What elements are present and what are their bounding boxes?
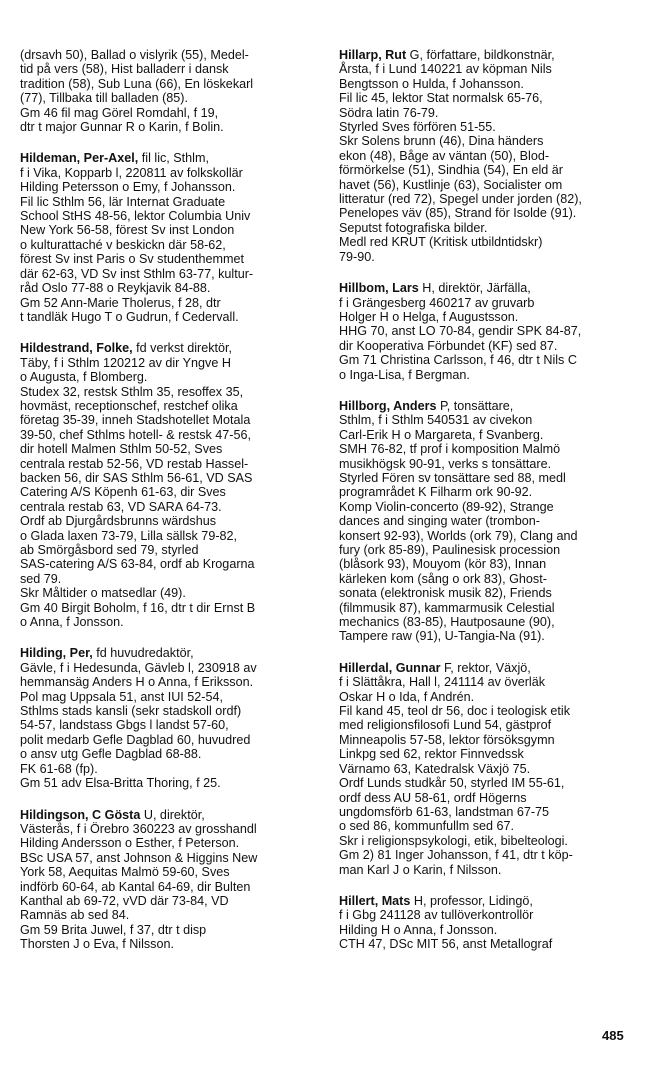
entry-text-line: Carl-Erik H o Margareta, f Svanberg. xyxy=(339,427,544,442)
entry-text-line: o kulturattaché v beskickn där 58-62, xyxy=(20,237,226,252)
entry-text-line: Pol mag Uppsala 51, anst IUI 52-54, xyxy=(20,689,224,704)
entry-heading-text: U, direktör, xyxy=(140,807,205,822)
entry-text-line: Sthlm, f i Sthlm 540531 av civekon xyxy=(339,413,533,428)
biography-entry xyxy=(20,341,320,629)
person-name: Hillbom, Lars xyxy=(339,281,419,296)
entry-text-line: där 62-63, VD Sv inst Sthlm 63-77, kultur- xyxy=(20,266,254,281)
entry-text-line: polit medarb Gefle Dagblad 60, huvudred xyxy=(20,732,251,747)
person-name: Hillerdal, Gunnar xyxy=(339,660,441,675)
entry-text-line: ab Smörgåsbord sed 79, styrled xyxy=(20,543,199,557)
entry-text-line: Skr Solens brunn (46), Dina händers xyxy=(339,134,544,149)
entry-text-line: mechanics (83-85), Hautposaune (90), xyxy=(339,615,555,630)
entry-text-line: New York 56-58, förest Sv inst London xyxy=(20,223,235,238)
entry-text-line: Fil lic Sthlm 56, lär Internat Graduate xyxy=(20,194,226,209)
entry-text-line: o Augusta, f Blomberg. xyxy=(20,370,148,385)
entry-text-line: (77), Tillbaka till balladen (85). xyxy=(20,91,188,106)
biography-entry xyxy=(20,48,320,134)
biography-entry xyxy=(20,808,320,952)
entry-text-line: (filmmusik 87), kammarmusik Celestial xyxy=(339,600,555,615)
entry-text-line: Hilding Andersson o Esther, f Peterson. xyxy=(20,836,240,851)
entry-text-line: Medl red KRUT (Kritisk utbildntidskr) xyxy=(339,235,543,250)
entry-heading-line xyxy=(339,399,639,413)
entry-text-line: (blåsork 93), Mouyom (kör 83), Innan xyxy=(339,557,547,572)
entry-heading-text: fd huvudredaktör, xyxy=(92,646,194,661)
entry-text-line: Fil lic 45, lektor Stat normalsk 65-76, xyxy=(339,91,543,106)
entry-text-line: Komp Violin-concerto (89-92), Strange xyxy=(339,499,554,514)
entry-text-line: Västerås, f i Örebro 360223 av grosshandl xyxy=(20,821,257,836)
entry-text-line: havet (56), Kustlinje (63), Socialister om xyxy=(339,177,563,192)
entry-text-line: 39-50, chef Sthlms hotell- & restsk 47-56, xyxy=(20,427,251,442)
person-name: Hillert, Mats xyxy=(339,893,411,908)
entry-text-line: Gm 52 Ann-Marie Tholerus, f 28, dtr xyxy=(20,295,221,310)
person-name: Hillarp, Rut xyxy=(339,48,407,62)
biography-entry xyxy=(339,281,639,382)
entry-text-line: Gm 59 Brita Juwel, f 37, dtr t disp xyxy=(20,922,207,937)
entry-text-line: Gm 46 fil mag Görel Romdahl, f 19, xyxy=(20,105,219,120)
entry-text-line: o sed 86, kommunfullm sed 67. xyxy=(339,819,515,834)
entry-text-line: Studex 32, restsk Sthlm 35, resoffex 35, xyxy=(20,384,244,399)
entry-text-line: Ramnäs ab sed 84. xyxy=(20,908,130,923)
entry-text-line: Bengtsson o Hulda, f Johansson. xyxy=(339,76,524,91)
entry-text-line: f i Vika, Kopparb l, 220811 av folkskollär xyxy=(20,165,243,180)
entry-text-line: f i Grängesberg 460217 av gruvarb xyxy=(339,295,535,310)
entry-text-line: dir Kooperativa Förbundet (KF) sed 87. xyxy=(339,338,558,353)
entry-text-line: Oskar H o Ida, f Andrén. xyxy=(339,689,475,704)
entry-text-line: Gm 40 Birgit Boholm, f 16, dtr t dir Ernst B xyxy=(20,600,256,615)
entry-text-line: man Karl J o Karin, f Nilsson. xyxy=(339,862,502,877)
entry-text-line: musikhögsk 90-91, verks s tonsättare. xyxy=(339,456,552,471)
left-column xyxy=(20,48,320,969)
entry-text-line: Ordf ab Djurgårdsbrunns wärdshus xyxy=(20,514,216,529)
entry-heading-text: P, tonsättare, xyxy=(436,398,514,413)
right-column xyxy=(339,48,639,969)
entry-text-line: School StHS 48-56, lektor Columbia Univ xyxy=(20,209,251,224)
entry-text-line: FK 61-68 (fp). xyxy=(20,761,98,776)
entry-text-line: f i Gbg 241128 av tullöverkontrollör xyxy=(339,908,534,923)
entry-text-line: Gm 2) 81 Inger Johansson, f 41, dtr t köp- xyxy=(339,848,573,863)
entry-text-line: Södra latin 76-79. xyxy=(339,105,439,120)
person-name: Hildestrand, Folke, xyxy=(20,341,133,356)
entry-text-line: Fil kand 45, teol dr 56, doc i teologisk etik xyxy=(339,704,571,719)
entry-text-line: (drsavh 50), Ballad o vislyrik (55), Medel- xyxy=(20,48,249,62)
entry-text-line: ungdomsförb 61-63, landstman 67-75 xyxy=(339,804,550,819)
entry-text-line: kärleken kom (sång o ork 83), Ghost- xyxy=(339,571,547,586)
entry-text-line: 79-90. xyxy=(339,249,375,264)
entry-heading-text: G, författare, bildkonstnär, xyxy=(406,48,555,62)
entry-text-line: Skr Måltider o matsedlar (49). xyxy=(20,586,186,601)
biography-entry xyxy=(20,151,320,324)
entry-text-line: indförb 60-64, ab Kantal 64-69, dir Bulten xyxy=(20,879,251,894)
entry-text-line: tradition (58), Sub Luna (66), En löskekarl xyxy=(20,76,254,91)
entry-text-line: 54-57, landstass Gbgs l landst 57-60, xyxy=(20,718,229,733)
entry-text-line: med religionsfilosofi Lund 54, gästprof xyxy=(339,718,552,733)
entry-text-line: sed 79. xyxy=(20,571,62,586)
entry-text-line: HHG 70, anst LO 70-84, gendir SPK 84-87, xyxy=(339,324,582,339)
entry-text-line: BSc USA 57, anst Johnson & Higgins New xyxy=(20,850,258,865)
entry-heading-line xyxy=(20,151,320,165)
entry-text-line: Ordf Lunds studkår 50, styrled IM 55-61, xyxy=(339,776,565,791)
entry-text-line: Tampere raw (91), U-Tangia-Na (91). xyxy=(339,629,545,644)
entry-text-line: Kanthal ab 69-72, vVD där 73-84, VD xyxy=(20,893,229,908)
entry-text-line: dtr t major Gunnar R o Karin, f Bolin. xyxy=(20,120,224,135)
entry-heading-line xyxy=(339,894,639,908)
entry-text-line: Gm 71 Christina Carlsson, f 46, dtr t Nils C xyxy=(339,353,577,368)
entry-text-line: centrala restab 52-56, VD restab Hassel- xyxy=(20,456,249,471)
entry-text-line: CTH 47, DSc MIT 56, anst Metallograf xyxy=(339,937,553,952)
entry-text-line: Årsta, f i Lund 140221 av köpman Nils xyxy=(339,62,552,77)
entry-text-line: förmörkelse (51), Sindhia (54), En eld är xyxy=(339,163,563,178)
entry-text-line: Styrled Fören sv tonsättare sed 88, medl xyxy=(339,470,566,485)
entry-text-line: dir hotell Malmen Sthlm 50-52, Sves xyxy=(20,442,223,457)
entry-heading-line xyxy=(20,808,320,822)
entry-text-line: sonata (elektronisk musik 82), Friends xyxy=(339,586,552,601)
person-name: Hilding, Per, xyxy=(20,646,93,661)
entry-text-line: Sthlms stads kansli (sekr stadskoll ordf) xyxy=(20,704,242,719)
entry-text-line: råd Oslo 77-88 o Reykjavik 84-88. xyxy=(20,281,211,296)
entry-text-line: konsert 92-93), Worlds (ork 79), Clang and xyxy=(339,528,578,543)
entry-text-line: Skr i religionspsykologi, etik, bibelteologi. xyxy=(339,833,568,848)
entry-text-line: ekon (48), Båge av väntan (50), Blod- xyxy=(339,148,550,163)
entry-heading-text: F, rektor, Växjö, xyxy=(440,660,531,675)
entry-text-line: o Inga-Lisa, f Bergman. xyxy=(339,367,470,382)
entry-text-line: programrådet K Filharm ork 90-92. xyxy=(339,485,533,500)
entry-text-line: fury (ork 85-89), Paulinesisk procession xyxy=(339,543,561,557)
entry-text-line: Penelopes väv (85), Strand för Isolde (91). xyxy=(339,206,577,221)
entry-text-line: Täby, f i Sthlm 120212 av dir Yngve H xyxy=(20,355,231,370)
entry-text-line: Holger H o Helga, f Augustsson. xyxy=(339,309,519,324)
entry-text-line: Hilding H o Anna, f Jonsson. xyxy=(339,922,498,937)
entry-text-line: f i Slättåkra, Hall l, 241114 av överläk xyxy=(339,675,546,690)
biography-entry xyxy=(339,48,639,264)
entry-text-line: Linkpg sed 62, rektor Finnvedssk xyxy=(339,747,524,762)
entry-text-line: dances and singing water (trombon- xyxy=(339,514,540,529)
entry-text-line: hovmäst, receptionschef, restchef olika xyxy=(20,398,238,413)
entry-text-line: Hilding Petersson o Emy, f Johansson. xyxy=(20,180,236,195)
entry-text-line: Catering A/S Köpenh 61-63, dir Sves xyxy=(20,485,226,500)
entry-heading-text: fil lic, Sthlm, xyxy=(138,151,209,166)
entry-text-line: ordf dess AU 58-61, ordf Högerns xyxy=(339,790,527,805)
entry-text-line: förest Sv inst Paris o Sv studenthemmet xyxy=(20,252,244,267)
person-name: Hildingson, C Gösta xyxy=(20,807,141,822)
entry-text-line: tid på vers (58), Hist balladerr i dansk xyxy=(20,62,229,77)
entry-text-line: Seputst fotografiska bilder. xyxy=(339,220,488,235)
entry-text-line: Minneapolis 57-58, lektor försöksgymn xyxy=(339,732,555,747)
entry-text-line: Thorsten J o Eva, f Nilsson. xyxy=(20,937,174,952)
entry-text-line: hemmansäg Anders H o Anna, f Eriksson. xyxy=(20,675,254,690)
entry-text-line: litteratur (red 72), Spegel under jorden (82), xyxy=(339,192,582,207)
biography-entry xyxy=(339,661,639,877)
biography-entry xyxy=(339,399,639,644)
entry-heading-line xyxy=(339,661,639,675)
entry-heading-line xyxy=(20,646,320,660)
entry-text-line: backen 56, dir SAS Sthlm 56-61, VD SAS xyxy=(20,470,253,485)
biography-entry xyxy=(339,894,639,952)
entry-text-line: SMH 76-82, tf prof i komposition Malmö xyxy=(339,442,561,457)
entry-text-line: centrala restab 63, VD SARA 64-73. xyxy=(20,499,222,514)
entry-text-line: o Anna, f Jonsson. xyxy=(20,615,124,630)
entry-text-line: SAS-catering A/S 63-84, ordf ab Krogarna xyxy=(20,557,255,572)
entry-heading-line xyxy=(339,281,639,295)
entry-text-line: Styrled Sves förfören 51-55. xyxy=(339,120,496,135)
entry-text-line: Gm 51 adv Elsa-Britta Thoring, f 25. xyxy=(20,776,221,791)
person-name: Hildeman, Per-Axel, xyxy=(20,151,139,166)
person-name: Hillborg, Anders xyxy=(339,398,437,413)
entry-text-line: företag 35-39, inneh Stadshotellet Motala xyxy=(20,413,251,428)
entry-heading-line xyxy=(339,48,639,62)
entry-text-line: o Glada laxen 73-79, Lilla sällsk 79-82, xyxy=(20,528,238,543)
entry-text-line: Gävle, f i Hedesunda, Gävleb l, 230918 av xyxy=(20,660,257,675)
entry-text-line: t tandläk Hugo T o Gudrun, f Cedervall. xyxy=(20,309,239,324)
entry-heading-text: fd verkst direktör, xyxy=(132,341,233,356)
entry-text-line: o ansv utg Gefle Dagblad 68-88. xyxy=(20,747,202,762)
entry-heading-line xyxy=(20,341,320,355)
entry-text-line: Värnamo 63, Katedralsk Växjö 75. xyxy=(339,761,531,776)
entry-heading-text: H, direktör, Järfälla, xyxy=(418,281,531,296)
biography-entry xyxy=(20,646,320,790)
entry-text-line: York 58, Aequitas Malmö 59-60, Sves xyxy=(20,865,230,880)
entry-heading-text: H, professor, Lidingö, xyxy=(410,893,533,908)
page-number: 485 xyxy=(602,1028,624,1043)
